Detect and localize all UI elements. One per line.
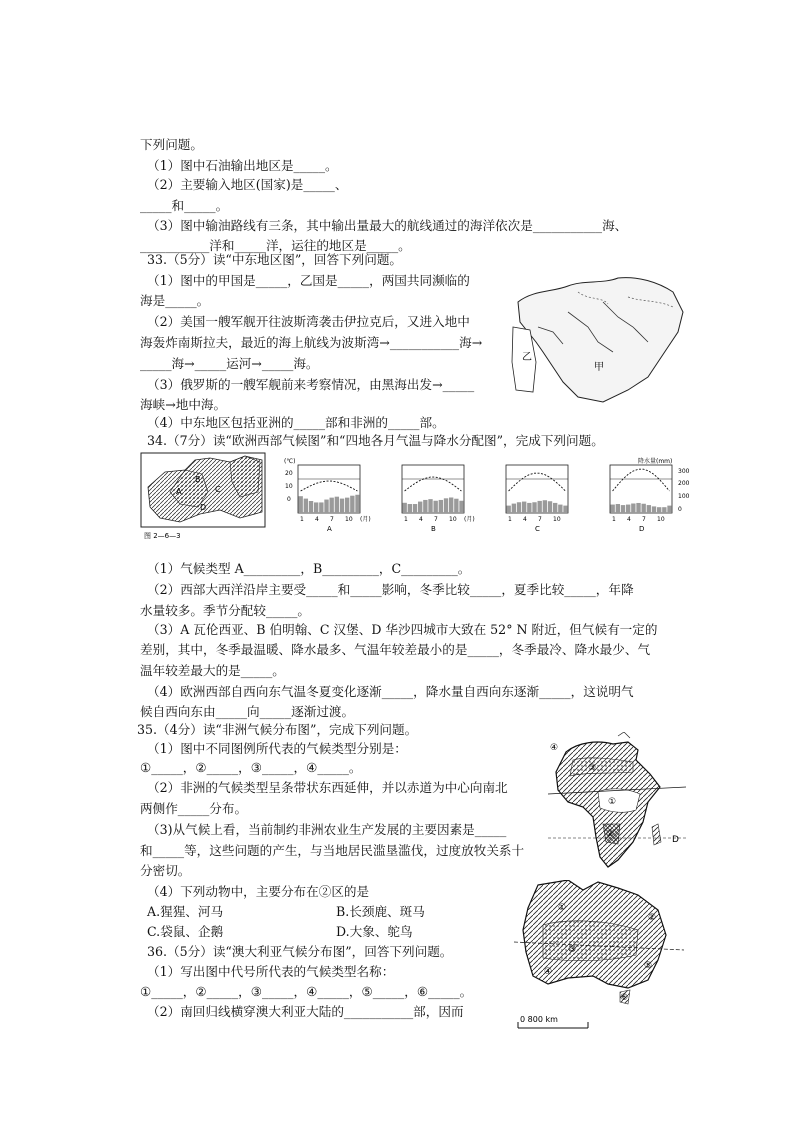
precip-bar — [304, 499, 308, 513]
precip-bar — [428, 499, 432, 513]
map-scale: 0 800 km — [520, 1015, 558, 1024]
precip-bar — [563, 506, 567, 513]
text-line: 海轰炸南斯拉夫，最近的海上航线为波斯湾→___________海→ — [140, 335, 483, 350]
precip-bar — [408, 504, 412, 513]
text-line: （1）写出图中代号所代表的气候类型名称： — [147, 964, 395, 979]
text-line: （3）A 瓦伦西亚、B 伯明翰、C 汉堡、D 华沙四城市大致在 52° N 附近，但气候有一定的 — [147, 622, 658, 637]
europe-climate-map — [140, 452, 266, 542]
precip-bar — [444, 498, 448, 513]
option-a: A.猩猩、河马 — [147, 904, 224, 919]
precip-bar — [512, 504, 516, 513]
middle-east-map — [508, 272, 694, 410]
x-tick-label: 7 — [642, 516, 646, 523]
chart-label: C — [535, 525, 540, 533]
left-tick-20: 20 — [285, 470, 293, 477]
option-b: B.长颈鹿、斑马 — [336, 904, 425, 919]
text-line: 下列问题。 — [140, 137, 203, 152]
map-label-d: D — [200, 503, 207, 512]
chart-label: D — [639, 525, 645, 533]
precip-bar — [449, 497, 453, 513]
australia-label-1: ① — [558, 903, 567, 913]
precip-bar — [553, 503, 557, 513]
x-tick-label: 4 — [315, 516, 319, 523]
precip-bar — [647, 505, 651, 513]
australia-label-5: ⑤ — [644, 961, 653, 971]
precip-bar — [527, 503, 531, 513]
text-line: （2）主要输入地区(国家)是_____、 — [147, 177, 348, 192]
x-tick-label: 10 — [345, 516, 353, 523]
text-line: 差别，其中，冬季最温暖、降水最多、气温年较差最小的是_____，冬季最冷、降水最少、气 — [140, 642, 651, 657]
x-tick-label: (月) — [464, 516, 475, 523]
africa-label-2: ② — [606, 829, 615, 839]
africa-label-3: ③ — [588, 763, 597, 773]
x-tick-label: 10 — [449, 516, 457, 523]
precip-bar — [642, 504, 646, 513]
text-line: （4）下列动物中，主要分布在②区的是 — [147, 884, 370, 899]
precip-bar — [454, 499, 458, 513]
text-line: （3）图中输油路线有三条，其中输出量最大的航线通过的海洋依次是___________海、 — [147, 218, 628, 233]
map-label-a: A — [176, 487, 182, 496]
climate-chart-C — [506, 465, 568, 533]
x-tick-label: 4 — [627, 516, 631, 523]
precip-bar — [434, 501, 438, 513]
map-label-jia: 甲 — [594, 362, 604, 373]
precip-bar — [423, 500, 427, 513]
map-label-yi: 乙 — [522, 352, 532, 363]
right-axis-unit: 降水量(mm) — [638, 458, 673, 465]
text-line: （1）图中不同图例所代表的气候类型分别是： — [147, 741, 407, 756]
x-tick-label: 4 — [523, 516, 527, 523]
text-line: ①_____，②_____，③_____，④_____，⑤_____，⑥_____。 — [140, 984, 473, 999]
precip-bar — [543, 500, 547, 513]
precip-bar — [517, 502, 521, 513]
australia-label-3: ③ — [568, 945, 577, 955]
precip-bar — [350, 496, 354, 513]
map-caption: 图 2—6—3 — [144, 532, 181, 540]
text-line: （1）气候类型 A_________，B_________，C_________。 — [147, 561, 471, 576]
precip-bar — [636, 503, 640, 513]
precip-bar — [667, 506, 671, 513]
precip-bar — [309, 501, 313, 513]
australia-label-4: ④ — [544, 967, 553, 977]
question-34-heading: 34.（7分）读“欧洲西部气候图”和“四地各月气温与降水分配图”，完成下列问题。 — [147, 433, 604, 448]
climate-chart-B — [402, 465, 475, 533]
precip-bar — [657, 507, 661, 513]
right-tick-0: 0 — [678, 506, 682, 513]
question-33-heading: 33.（5分）读“中东地区图”，回答下列问题。 — [147, 252, 403, 267]
x-tick-label: 1 — [508, 516, 512, 523]
x-tick-label: 1 — [612, 516, 616, 523]
x-tick-label: 1 — [404, 516, 408, 523]
precip-bar — [355, 495, 359, 513]
text-line: 海是_____。 — [140, 293, 210, 308]
x-tick-label: 4 — [419, 516, 423, 523]
text-line: （2）美国一艘军舰开往波斯湾袭击伊拉克后，又进入地中 — [147, 314, 470, 329]
option-c: C.袋鼠、企鹅 — [147, 924, 224, 939]
precip-bar — [413, 504, 417, 513]
left-tick-0: 0 — [287, 496, 291, 503]
precip-bar — [418, 502, 422, 513]
x-tick-label: 7 — [434, 516, 438, 523]
question-35-heading: 35.（4分）读“非洲气候分布图”，完成下列问题。 — [137, 722, 418, 737]
precip-bar — [403, 503, 407, 513]
chart-label: A — [327, 525, 332, 533]
australia-label-2: ② — [648, 913, 657, 923]
precip-bar — [314, 502, 318, 513]
text-line: ___________洋和_____洋，运往的地区是_____。 — [140, 238, 411, 253]
text-line: （3）俄罗斯的一艘军舰前来考察情况，由黑海出发→_____ — [147, 377, 475, 392]
precip-bar — [621, 505, 625, 513]
precip-bar — [335, 497, 339, 513]
precip-bar — [459, 501, 463, 513]
text-line: _____海→_____运河→_____海。 — [140, 356, 319, 371]
precip-bar — [662, 507, 666, 513]
precip-bar — [652, 506, 656, 513]
australia-label-6: ⑥ — [620, 993, 629, 1003]
text-line: ①_____，②_____，③_____，④_____。 — [140, 760, 362, 775]
australia-climate-map — [508, 880, 686, 1042]
africa-label-4: ④ — [550, 743, 559, 753]
text-line: （1）图中石油输出地区是_____。 — [147, 158, 338, 173]
text-line: （2）西部大西洋沿岸主要受_____和_____影响，冬季比较_____，夏季比较_____，年降 — [147, 582, 634, 597]
x-tick-label: 10 — [657, 516, 665, 523]
climate-chart-A — [298, 465, 371, 533]
x-tick-label: (月) — [360, 516, 371, 523]
text-line: 分密切。 — [140, 863, 191, 878]
text-line: 海峡→地中海。 — [140, 397, 227, 412]
precip-bar — [611, 505, 615, 513]
text-line: （2）非洲的气候类型呈条带状东西延伸，并以赤道为中心向南北 — [147, 780, 508, 795]
precip-bar — [330, 498, 334, 513]
text-line: 和_____等，这些问题的产生，与当地居民滥垦滥伐，过度放牧关系十 — [140, 843, 525, 858]
precip-bar — [538, 501, 542, 513]
map-label-c: C — [215, 485, 221, 494]
climate-chart-D — [610, 465, 672, 533]
text-line: 温年较差最大的是_____。 — [140, 663, 285, 678]
map-label-b: B — [195, 475, 201, 484]
x-tick-label: 10 — [553, 516, 561, 523]
precip-bar — [548, 501, 552, 513]
right-tick-100: 100 — [678, 493, 690, 500]
x-tick-label: 7 — [538, 516, 542, 523]
question-36-heading: 36.（5分）读“澳大利亚气候分布图”，回答下列问题。 — [147, 944, 453, 959]
precip-bar — [558, 505, 562, 513]
temperature-curve — [613, 469, 670, 491]
text-line: （4）欧洲西部自西向东气温冬夏变化逐渐_____，降水量自西向东逐渐_____，这说明气 — [147, 684, 634, 699]
option-d: D.大象、鸵鸟 — [336, 924, 413, 939]
precip-bar — [507, 506, 511, 513]
precip-bar — [439, 500, 443, 513]
africa-climate-map — [548, 732, 688, 877]
precip-bar — [522, 502, 526, 513]
x-tick-label: 1 — [300, 516, 304, 523]
text-line: 两侧作_____分布。 — [140, 801, 248, 816]
precip-bar — [631, 503, 635, 513]
temperature-curve — [509, 473, 566, 491]
climate-charts — [282, 455, 696, 540]
right-tick-300: 300 — [678, 468, 690, 475]
precip-bar — [299, 496, 303, 513]
africa-label-d: D — [672, 835, 679, 845]
text-line: _____和_____。 — [140, 198, 229, 213]
chart-label: B — [431, 525, 436, 533]
text-line: 水量较多。季节分配较_____。 — [140, 603, 311, 618]
left-tick-10: 10 — [285, 483, 293, 490]
text-line: 候自西向东由_____向_____逐渐过渡。 — [140, 704, 355, 719]
text-line: （1）图中的甲国是_____，乙国是_____，两国共同濒临的 — [147, 273, 470, 288]
left-axis-unit: (℃) — [284, 458, 296, 465]
precip-bar — [616, 504, 620, 513]
text-line: （4）中东地区包括亚洲的_____部和非洲的_____部。 — [147, 415, 445, 430]
temperature-curve — [301, 481, 358, 491]
africa-label-1: ① — [608, 797, 617, 807]
precip-bar — [319, 502, 323, 513]
precip-bar — [626, 505, 630, 513]
text-line: （3)从气候上看，当前制约非洲农业生产发展的主要因素是_____ — [147, 822, 507, 837]
precip-bar — [345, 498, 349, 513]
text-line: （2）南回归线横穿澳大利亚大陆的___________部，因而 — [147, 1004, 464, 1019]
x-tick-label: 7 — [330, 516, 334, 523]
precip-bar — [532, 502, 536, 513]
precip-bar — [340, 499, 344, 513]
precip-bar — [324, 500, 328, 513]
right-tick-200: 200 — [678, 480, 690, 487]
